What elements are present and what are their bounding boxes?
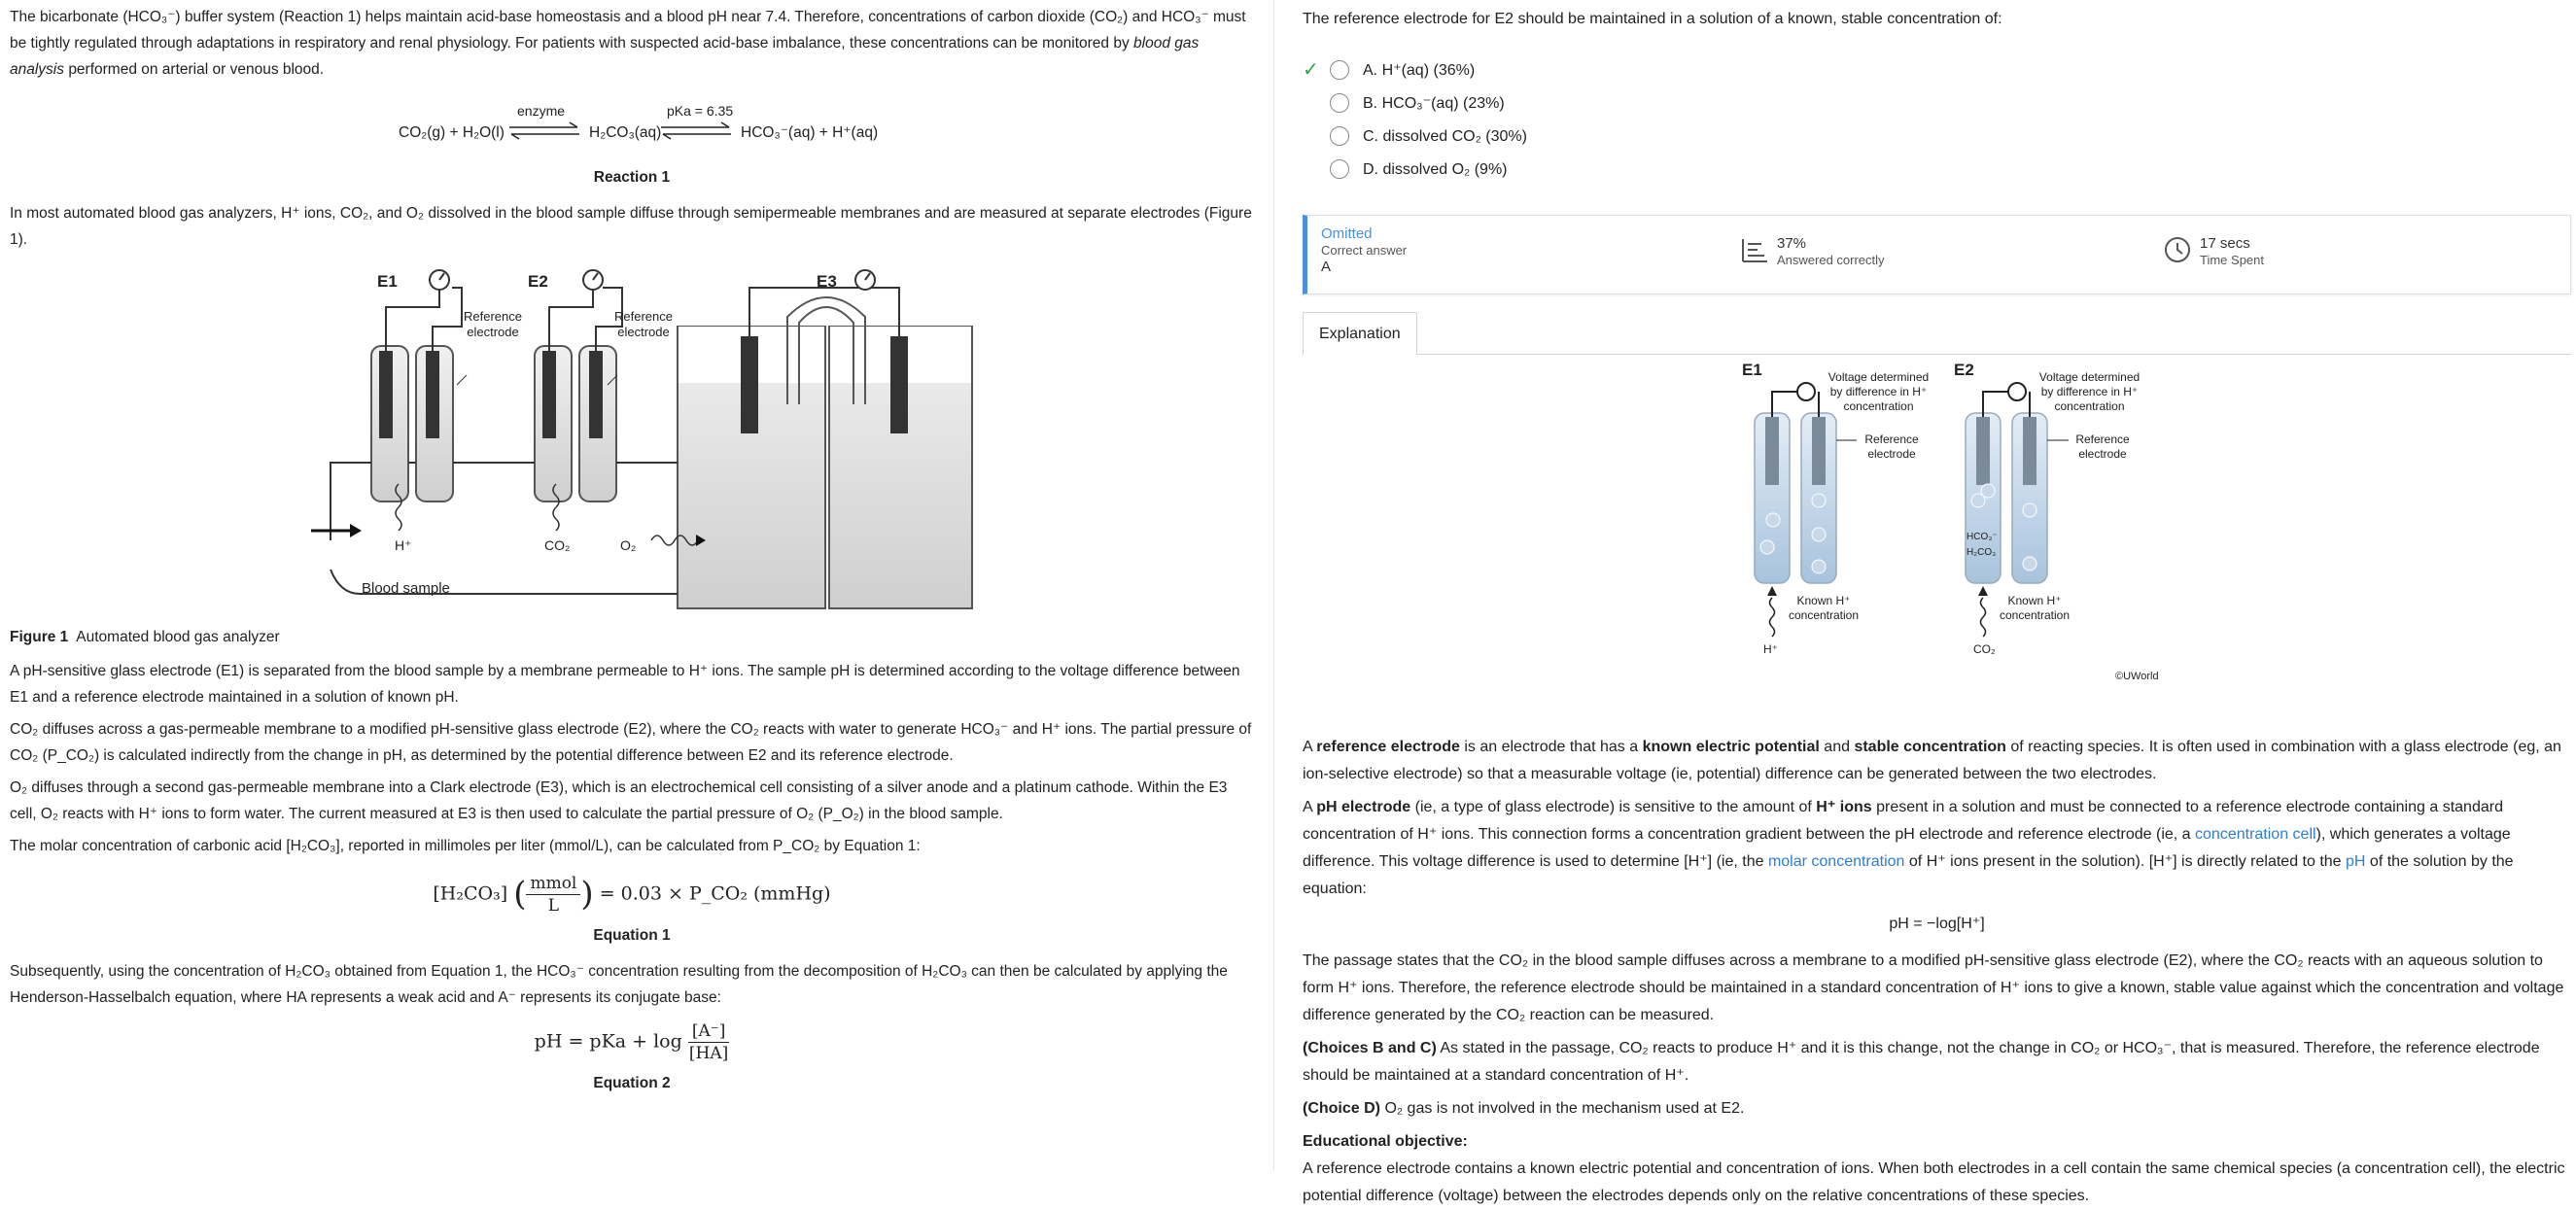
fig-o2: O₂ <box>620 537 637 553</box>
intro-text: The bicarbonate (HCO₃⁻) buffer system (Reaction 1) helps maintain acid-base homeostasis and a blood pH near 7.4. Therefore, concentrations of carbon dioxide (CO₂) and HCO₃⁻ must be tightly regulated through adaptations in respiratory and renal physiology. For patients with suspected acid-base imbalance, these concentrations can be monitored by <box>10 9 1246 52</box>
fig-blood-sample: Blood sample <box>362 580 450 597</box>
reaction-left: CO₂(g) + H₂O(l) <box>399 124 505 141</box>
status-omitted: Omitted <box>1321 225 1373 242</box>
eq1-num: mmol <box>526 873 580 895</box>
reaction-1 <box>10 90 1254 158</box>
fig-label-e2: E2 <box>528 272 548 291</box>
choice-a-text: H⁺(aq) <box>1381 61 1430 79</box>
exp-voltage-1: Voltage determined by difference in H⁺ concentration <box>1828 370 1930 413</box>
stat-time-spent <box>2163 235 2264 268</box>
passage-p7: Subsequently, using the concentration of H₂CO₃ obtained from Equation 1, the HCO₃⁻ concentration resulting from the decomposition of H₂CO₃ can then be calculated by applying the Henderson-Hasselbalch equation, where HA represents a weak acid and A⁻ represents its conjugate base: <box>10 963 1228 1006</box>
exp-label-e2: E2 <box>1954 361 1974 379</box>
radio-d[interactable] <box>1330 159 1349 179</box>
choice-c-text: dissolved CO₂ <box>1382 127 1481 145</box>
equation-1: [H₂CO₃] ( $\frac{\text{mmol}}{L}$ ) = 0.03 × P_CO₂ (mmHg) <box>433 874 831 916</box>
exp-p1-f: stable concentration <box>1854 739 2006 755</box>
exp-p2-d: H⁺ ions <box>1816 799 1872 815</box>
exp-known-1: Known H⁺ concentration <box>1788 594 1860 622</box>
choice-d-text: dissolved O₂ <box>1382 160 1471 178</box>
exp-h-ion: H⁺ <box>1763 642 1778 656</box>
time-spent-label: Time Spent <box>2200 253 2264 267</box>
figure-caption-text: Automated blood gas analyzer <box>76 629 280 645</box>
passage-panel <box>0 0 1264 1170</box>
exp-p1-b: reference electrode <box>1316 739 1460 755</box>
equation-2 <box>10 1020 1254 1064</box>
reaction-pka: pKa = 6.35 <box>667 103 734 119</box>
figure-caption <box>10 624 1254 650</box>
link-concentration-cell[interactable]: concentration cell <box>2195 826 2316 843</box>
choice-c-letter: C. <box>1363 127 1378 145</box>
fig-ref-electrode-1: Reference electrode <box>464 309 522 339</box>
fig-label-e3: E3 <box>817 272 837 291</box>
fig-h-ion: H⁺ <box>395 537 412 553</box>
objective-label <box>1303 1128 2571 1156</box>
exp-p1-c: is an electrode that has a <box>1464 739 1639 755</box>
correct-answer-value: A <box>1321 259 1332 275</box>
equilibrium-arrow-2 <box>657 120 735 143</box>
percent-correct-value: 37% <box>1777 235 1807 252</box>
exp-p2 <box>1303 794 2571 903</box>
concentration-cell-diagram <box>1303 355 2566 734</box>
exp-p1 <box>1303 734 2571 788</box>
objective-label-text: Educational objective: <box>1303 1133 1468 1150</box>
fig-label-e1: E1 <box>377 272 398 291</box>
figure-1 <box>10 259 1254 618</box>
stat-percent-correct <box>1740 235 1885 268</box>
explanation-figure <box>1303 355 2566 734</box>
radio-b[interactable] <box>1330 93 1349 113</box>
clock-icon <box>2163 235 2192 264</box>
exp-ref-2: Reference electrode <box>2075 432 2130 461</box>
eq2-num: [A⁻] <box>688 1020 730 1043</box>
passage-p3: A pH-sensitive glass electrode (E1) is separated from the blood sample by a membrane permeable to H⁺ ions. The sample pH is determined according to the voltage difference between E1 and a reference electrode maintained in a solution of known pH. <box>10 663 1240 706</box>
exp-p4-label: (Choices B and C) <box>1303 1040 1437 1056</box>
exp-ref-1: Reference electrode <box>1864 432 1919 461</box>
passage-p4: CO₂ diffuses across a gas-permeable membrane to a modified pH-sensitive glass electrode (E2), where the CO₂ reacts with water to generate HCO₃⁻ and H⁺ ions. The partial pressure of CO₂ (P_CO₂) is calculated indirectly from the change in pH, as determined by the potential difference between E2 and its reference electrode. <box>10 721 1252 764</box>
exp-hco3: HCO₃⁻ <box>1967 532 1998 542</box>
choice-a-pct: (36%) <box>1433 61 1476 79</box>
ph-equation: pH = −log[H⁺] <box>1889 916 1985 932</box>
percent-correct-label: Answered correctly <box>1777 253 1885 267</box>
tab-explanation[interactable]: Explanation <box>1303 312 1417 355</box>
intro-end: performed on arterial or venous blood. <box>68 61 325 78</box>
choice-a[interactable] <box>1303 53 2566 86</box>
choice-b-letter: B. <box>1363 94 1378 112</box>
bar-chart-icon <box>1740 235 1769 264</box>
eq1-lhs: [H₂CO₃] <box>433 882 508 905</box>
exp-p5 <box>1303 1095 2571 1123</box>
exp-p4-text: As stated in the passage, CO₂ reacts to produce H⁺ and it is this change, not the change in CO₂ or HCO₃⁻, that is measured. Therefore, the reference electrode should be maintained at a standard concentration of H⁺. <box>1303 1040 2540 1084</box>
correct-answer-label: Correct answer <box>1321 243 1408 258</box>
exp-co2: CO₂ <box>1973 642 1996 656</box>
choice-c-pct: (30%) <box>1485 127 1527 145</box>
figure-caption-label: Figure 1 <box>10 629 69 645</box>
choice-c[interactable] <box>1303 120 2566 153</box>
exp-p1-e: and <box>1824 739 1850 755</box>
link-molar-concentration[interactable]: molar concentration <box>1767 853 1905 870</box>
question-stem: The reference electrode for E2 should be maintained in a solution of a known, stable concentration of: <box>1303 11 2002 27</box>
exp-p2-c: (ie, a type of glass electrode) is sensitive to the amount of <box>1414 799 1812 815</box>
equation-2-label: Equation 2 <box>593 1075 671 1091</box>
choice-d-pct: (9%) <box>1474 160 1508 178</box>
exp-h2co3: H₂CO₃ <box>1967 547 1997 558</box>
exp-copyright: ©UWorld <box>2115 671 2159 682</box>
exp-p1-a: A <box>1303 739 1312 755</box>
reaction-middle: H₂CO₃(aq) <box>589 124 662 141</box>
exp-p4 <box>1303 1035 2571 1089</box>
eq2-lhs: pH = pKa + log <box>534 1030 682 1053</box>
exp-p2-h: of the solution by the equation: <box>1303 853 2514 897</box>
passage-p5: O₂ diffuses through a second gas-permeable membrane into a Clark electrode (E3), which is an electrochemical cell consisting of a silver anode and a platinum cathode. Within the E3 cell, O₂ reacts with H⁺ ions to form water. The current measured at E3 is then used to calculate the partial pressure of O₂ (P_O₂) in the blood sample. <box>10 779 1228 822</box>
exp-p2-g: of H⁺ ions present in the solution). [H⁺] is directly related to the <box>1908 853 2342 870</box>
passage-p2: In most automated blood gas analyzers, H⁺ ions, CO₂, and O₂ dissolved in the blood sample diffuse through semipermeable membranes and are measured at separate electrodes (Figure 1). <box>10 205 1252 248</box>
eq2-den: [HA] <box>688 1044 729 1063</box>
choice-d-letter: D. <box>1363 160 1378 178</box>
equation-1-label: Equation 1 <box>593 927 671 944</box>
choice-b[interactable] <box>1303 86 2566 120</box>
intro-italic: blood gas analysis <box>10 35 1200 78</box>
reaction-label: Reaction 1 <box>593 169 671 186</box>
exp-p2-a: A <box>1303 799 1312 815</box>
choice-a-letter: A. <box>1363 61 1378 79</box>
choice-b-pct: (23%) <box>1463 94 1505 112</box>
exp-p2-b: pH electrode <box>1316 799 1411 815</box>
exp-p5-text: O₂ gas is not involved in the mechanism used at E2. <box>1384 1100 1745 1117</box>
exp-p5-label: (Choice D) <box>1303 1100 1380 1117</box>
link-ph[interactable]: pH <box>2346 853 2366 870</box>
stats-bar <box>1303 215 2571 294</box>
choice-d[interactable] <box>1303 153 2566 186</box>
reaction-right: HCO₃⁻(aq) + H⁺(aq) <box>741 124 879 141</box>
exp-p1-g: of reacting species. It is often used in combination with a glass electrode (eg, an ion-selective electrode) so that a measurable voltage (ie, potential) difference can be generated between the two electrodes. <box>1303 739 2561 782</box>
eq1-rhs: = 0.03 × P_CO₂ (mmHg) <box>599 882 831 905</box>
radio-c[interactable] <box>1330 126 1349 146</box>
stat-correct-answer <box>1321 225 1407 275</box>
exp-p2-f: ), which generates a voltage difference. This voltage difference is used to determine [H⁺] (ie, the <box>1303 826 2511 870</box>
exp-voltage-2: Voltage determined by difference in H⁺ concentration <box>2038 370 2141 413</box>
exp-label-e1: E1 <box>1742 361 1762 379</box>
fig-ref-electrode-2: Reference electrode <box>614 309 673 339</box>
exp-p3: The passage states that the CO₂ in the blood sample diffuses across a membrane to a modified pH-sensitive glass electrode (E2), where the CO₂ reacts with an aqueous solution to form H⁺ ions. Therefore, the reference electrode should be maintained in a standard concentration of H⁺ ions to give a known, stable value against which the concentration and voltage difference generated by the CO₂ reaction can be measured. <box>1303 952 2564 1023</box>
correct-check-icon: ✓ <box>1303 58 1319 81</box>
time-spent-value: 17 secs <box>2200 235 2250 252</box>
choice-b-text: HCO₃⁻(aq) <box>1381 94 1459 112</box>
exp-p2-e: present in a solution and must be connected to a reference electrode containing a standard concentration of H⁺ ions. This connection forms a concentration gradient between the pH electrode and reference electrode (ie, a <box>1303 799 2503 843</box>
exp-known-2: Known H⁺ concentration <box>1999 594 2071 622</box>
question-panel <box>1303 0 2566 1204</box>
radio-a[interactable] <box>1330 60 1349 80</box>
passage-intro <box>10 4 1254 83</box>
passage-p6: The molar concentration of carbonic acid [H₂CO₃], reported in millimoles per liter (mmol/L), can be calculated from P_CO₂ by Equation 1: <box>10 838 921 854</box>
exp-p1-d: known electric potential <box>1642 739 1820 755</box>
reaction-enzyme: enzyme <box>517 103 566 119</box>
objective-text: A reference electrode contains a known electric potential and concentration of ions. When both electrodes in a cell contain the same chemical species (a concentration cell), the electric potential difference (voltage) between the electrodes depends only on the relative concentrations of these species. <box>1303 1160 2565 1204</box>
equilibrium-arrow-1 <box>505 120 583 143</box>
explanation-body <box>1303 734 2571 1210</box>
panel-divider <box>1273 0 1274 1170</box>
eq1-den: L <box>547 896 560 916</box>
fig-co2: CO₂ <box>544 537 571 553</box>
